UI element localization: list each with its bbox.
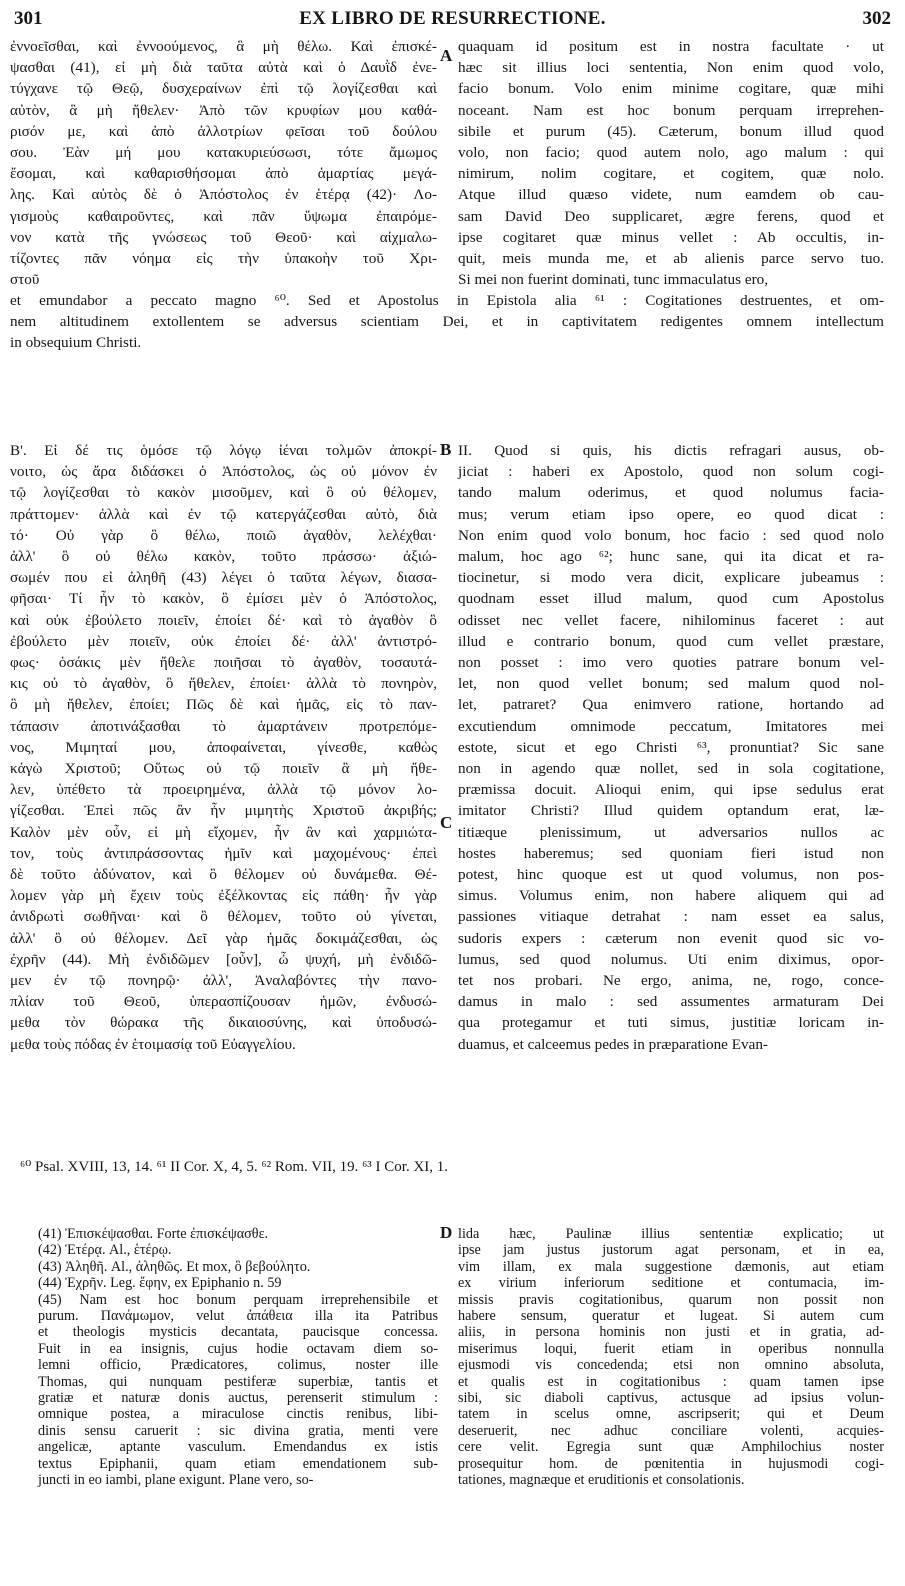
column-marker-c: C [440,813,453,832]
greek-column-top [10,36,437,290]
text-line: (45) Nam est hoc bonum perquam irreprehensibile et [38,1291,438,1308]
latin-full-width-passage [10,290,884,354]
greek-column-main [10,440,437,1055]
text-line: γισμοὺς καθαιροῦντες, καὶ πᾶν ὕψωμα ἐπαιρόμε- [10,207,437,225]
text-line: titiæque plenissimum, ut adversarios nullos ac [458,823,884,841]
page-header [14,8,891,32]
text-line: δὲ τοῦτο ἀδύνατον, καὶ ὃ θέλομεν οὐ δυνάμεθα. Θέ- [10,866,437,884]
text-line: κἀγὼ Χριστοῦ; Οὕτως οὐ τῷ ποιεῖν ἃ μὴ ἤθε- [10,760,437,778]
text-line: angelicæ, aptante vasculum. Emendandus ex istis [38,1439,438,1456]
text-line: ἐβούλετο μὲν ποιεῖν, οὐκ ἐποίει δέ· ἀλλ' ἀντιστρό- [10,632,437,650]
text-line: (42) Ἑτέρᾳ. Al., ἑτέρῳ. [38,1242,172,1259]
text-line: Non enim quod volo bonum, hoc facio : sed quod nolo [458,526,884,544]
text-line: tationes, magnæque et eruditionis et consolationis. [458,1472,745,1489]
text-line: lumus, sed quod nolumus. Uti enim diximus, opor- [458,950,884,968]
page-number-left: 301 [14,8,43,29]
text-line: (44) Ἐχρῆν. Leg. ἔφην, ex Epiphanio n. 59 [38,1275,282,1292]
text-line: textus Epiphanii, quam etiam emendationem sub- [38,1455,438,1472]
text-line: Β'. Εἰ δέ τις ὁμόσε τῷ λόγῳ ἰέναι τολμῶν ἀποκρί- [10,442,437,459]
text-line: non posset : imo vero quoties patrare bonum vel- [458,654,884,672]
text-line: lida hæc, Paulinæ illius sententiæ explicatio; ut [458,1226,884,1242]
text-line: sibile et purum (45). Cæterum, bonum illud quod [458,122,884,140]
text-line: mus; verum etiam ipso opere, eo quod dicat : [458,505,884,523]
text-line: ἐννοεῖσθαι, καὶ ἐννοούμενος, ἃ μὴ θέλω. Καὶ ἐπισκέ- [10,38,437,55]
text-line: illud e contrario bonum, quod cum vellet præstare, [458,632,884,650]
text-line: τῷ λογίζεσθαι τὸ κακὸν μισοῦμεν, καὶ ὃ οὐ θέλομεν, [10,484,437,502]
column-marker-a: A [440,46,453,65]
text-line: ex virium inferiorum seditione et contumacia, im- [458,1275,884,1292]
text-line: et theologis mysticis decantata, paucisque concessa. [38,1324,438,1341]
text-line: simus. Volumus enim, non habere aliquem qui ad [458,887,884,905]
text-line: μεθα τοὺς πόδας ἐν ἑτοιμασίᾳ τοῦ Εὐαγγελίου. [10,1035,296,1053]
text-line: aliis, in persona hominis non justi et in gratia, ad- [458,1324,884,1341]
text-line: non in agendo quæ nollet, sed in sola cogitatione, [458,760,884,778]
latin-column-top [458,36,884,290]
text-line: tatem in scelus omne, ascripserit; qui et Deum [458,1406,884,1423]
text-line: gratiæ et naturæ donis auctus, perenserit stimulum : [38,1390,438,1407]
text-line: ἔσομαι, καὶ καθαρισθήσομαι ἀπὸ ἁμαρτίας μεγά- [10,165,437,183]
text-line: in obsequium Christi. [10,334,142,352]
text-line: λεν, ὑπέθετο τὰ προειρημένα, ἀλλὰ τῷ μόνον λο- [10,781,437,799]
text-line: sibi, sic diaboli captivus, actusque ad ipsius volun- [458,1390,884,1407]
text-line: prosequitur hom. de pœnitentia in hujusmodi cogi- [458,1455,884,1472]
text-line: dinis sensu caruerit : sic divina gratia, menti vere [38,1422,438,1439]
text-line: hæc sit illius loci sententia, Non enim quod volo, [458,59,884,77]
text-line: (43) Ἀληθῆ. Al., ἀληθῶς. Et mox, ὃ βεβούλητο. [38,1258,311,1275]
text-line: sudoris expers : cæterum non evenit quod sic vo- [458,929,884,947]
text-line: nimirum, nolim cogitare, et cogitem, quæ nolo. [458,165,884,183]
text-line: νον κατὰ τῆς γνώσεως τοῦ Θεοῦ· καὶ αἰχμαλω- [10,228,437,246]
text-line: odisset nec vellet facere, nihilominus faceret : aut [458,611,884,629]
text-line: missis pravis cogitationibus, quarum non possit non [458,1291,884,1308]
text-line: τό· Οὐ γὰρ ὃ θέλω, ποιῶ ἀγαθὸν, λελέχθαι· [10,526,437,544]
text-line: σωμέν που εἰ ἀληθῆ (43) λέγει ὁ ταῦτα λέγων, διασα- [10,569,437,587]
text-line: τάπασιν ἀποτινάξασθαι τὸ ἁμαρτάνειν προτρεπόμε- [10,717,437,735]
text-line: τίζοντες πᾶν νόημα εἰς τὴν ὑπακοὴν τοῦ Χρι- [10,250,437,268]
text-line: juncti in eo iambi, plane exigunt. Plane vero, so- [38,1472,314,1489]
text-line: πράττομεν· ἀλλὰ καὶ ἐν τῷ κατεργάζεσθαι αὐτὸ, διὰ [10,505,437,523]
text-line: hostes haberemus; sed quoniam fieri istud non [458,844,884,862]
text-line: λομεν γὰρ μὴ ἔχειν τοὺς ἐξέλκοντας εἰς πάθη· ἦν γὰρ [10,887,437,905]
text-line: φως· ὁσάκις μὲν ἤθελε ποιῆσαι τὸ ἀγαθὸν, τοσαυτά- [10,654,437,672]
text-line: Fuit in ea insignis, cujus hodie octavam diem so- [38,1340,438,1357]
text-line: sam David Deo supplicaret, ægre ferens, quod et [458,207,884,225]
text-line: estote, sicut et ego Christi ⁶³, pronuntiat? Sic sane [458,738,884,756]
text-line: miserimus loqui, fuerit etiam in operibus nonnulla [458,1340,884,1357]
text-line: κις οὐ τὸ ἀγαθὸν, ὃ ἤθελεν, ἐποίει· ἀλλὰ τὸ πονηρὸν, [10,675,437,693]
latin-column-main [458,440,884,1055]
text-line: ψασθαι (41), εἰ μὴ διὰ ταῦτα αὐτὰ καὶ ὁ Δαυῒδ ἐνε- [10,59,437,77]
text-line: potest, hinc quoque est ut quod volumus, non pos- [458,866,884,884]
text-line: μεθα τὸν θώρακα τῆς δικαιοσύνης, καὶ ὑποδυσώ- [10,1014,437,1032]
text-line: ἀνιδρωτὶ σωθῆναι· καὶ ὃ θέλομεν, τοῦτο οὐ γίνεται, [10,908,437,926]
text-line: ὃ μὴ ἤθελεν, ἐποίει; Πῶς δὲ καὶ ἡμᾶς, εἰς τὸ παν- [10,696,437,714]
text-line: ipse cogitaret quæ minus vellet : Ab occultis, in- [458,228,884,246]
text-line: αὐτὸν, ἃ μὴ ἤθελεν· Ἀπὸ τῶν κρυφίων μου καθά- [10,101,437,119]
scripture-footnotes: ⁶⁰ Psal. XVIII, 13, 14. ⁶¹ II Cor. X, 4, 5. ⁶² Rom. VII, 19. ⁶³ I Cor. XI, 1. [20,1159,449,1175]
text-line: præmissa docuit. Alioqui enim, qui ipse sedulus erat [458,781,884,799]
text-line: habere sensum, queratur et lugeat. Si autem cum [458,1308,884,1325]
text-line: jiciat : haberi ex Apostolo, quod non solum cogi- [458,463,884,481]
text-line: quit, meis munda me, et ab alienis parce servo tuo. [458,250,884,268]
text-line: quodnam esset illud malum, quod cum Apostolus [458,590,884,608]
page-number-right: 302 [862,8,891,29]
text-line: quaquam id positum est in nostra facultate · ut [458,38,884,55]
text-line: Atque illud quæso videte, num eamdem ob cau- [458,186,884,204]
text-line: qua protegamur et tuti simus, justitiæ loricam in- [458,1014,884,1032]
text-line: let, non quod vellet bonum; sed malum quod nol- [458,675,884,693]
text-line: ἀλλ' ὃ οὐ θέλω κακὸν, τοῦτο πράσσω· ἀξιώ- [10,548,437,566]
text-line: volo, non facio; quod autem nolo, ago malum : qui [458,144,884,162]
text-line: cere velit. Egregia sunt quæ Amphilochius noster [458,1439,884,1456]
text-line: μεν ἐν τῷ πονηρῷ· ἀλλ', Ἀναλαβόντες τὴν πανο- [10,972,437,990]
column-marker-b: B [440,440,452,459]
text-line: excutiendum omnimode peccatum, Imitatores mei [458,717,884,735]
editorial-notes-left [38,1226,438,1489]
text-line: passiones vitiaque detrahat : nam esset ea salus, [458,908,884,926]
text-line: Si mei non fuerint dominati, tunc immaculatus ero, [458,271,769,289]
text-line: ἐχρῆν (44). Μὴ ἐνδιδῶμεν [οὖν], ὦ ψυχή, μὴ ἐνδιδῶ- [10,950,437,968]
text-line: ρισόν με, καὶ ἀπὸ ἀλλοτρίων φεῖσαι τοῦ δούλου [10,122,437,140]
text-line: (41) Ἐπισκέψασθαι. Forte ἐπισκέψασθε. [38,1226,269,1242]
text-line: καὶ οὐκ ἐβούλετο ποιεῖν, ἐποίει δέ· καὶ τὸ ἀγαθὸν ὃ [10,611,437,629]
text-line: λης. Καὶ αὐτὸς δὲ ὁ Ἀπόστολος ἐν ἑτέρᾳ (42)· Λο- [10,186,437,204]
text-line: lemni officio, Prædicatores, colimus, noster ille [38,1357,438,1374]
column-marker-d: D [440,1223,453,1242]
text-line: omnique postea, a miraculose cinctis renibus, libi- [38,1406,438,1423]
text-line: deseruerit, nec adhuc conciliare volenti, acquies- [458,1422,884,1439]
text-line: noceant. Nam est hoc bonum perquam irreprehen- [458,101,884,119]
text-line: tet nos probari. Ne ergo, anima, ne, rogo, conce- [458,972,884,990]
text-line: tando malum oderimus, et quod nolumus facia- [458,484,884,502]
text-line: γίζεσθαι. Ἐπεὶ πῶς ἂν ἦν μιμητὴς Χριστοῦ ἀκριβής; [10,802,437,820]
text-line: τύγχανε τῷ Θεῷ, δυσχεραίνων ἐπὶ τῷ λογίζεσθαι καὶ [10,80,437,98]
text-line: πλίαν τοῦ Θεοῦ, ὑπερασπίζουσαν ἡμῶν, ἐνδυσώ- [10,993,437,1011]
text-line: II. Quod si quis, his dictis refragari ausus, ob- [458,442,884,459]
text-line: nem altitudinem extollentem se adversus scientiam Dei, et in captivitatem redigentes omnem intellectum [10,313,884,331]
text-line: malum, hoc ago ⁶²; hunc sane, qui ita dicat et ra- [458,548,884,566]
editorial-notes-right [458,1226,884,1489]
text-line: νοιτο, ὡς ἄρα διδάσκει ὁ Ἀπόστολος, ὡς οὐ μόνον ἐν [10,463,437,481]
text-line: ejusmodi vis concedenda; etsi non omnino absoluta, [458,1357,884,1374]
text-line: ἀλλ' ὃ οὐ θέλομεν. Δεῖ γὰρ ἡμᾶς δοκιμάζεσθαι, ὡς [10,929,437,947]
text-line: στοῦ [10,271,40,289]
text-line: tiocinetur, si modo vera dicit, explicare jubeamus : [458,569,884,587]
text-line: damus in malo : sed assumentes armaturam Dei [458,993,884,1011]
text-line: facio bonum. Volo enim minime cogitare, quæ mihi [458,80,884,98]
text-line: σου. Ἐὰν μή μου κατακυριεύσωσι, τότε ἄμωμος [10,144,437,162]
text-line: φῆσαι· Τί ἦν τὸ κακὸν, ὃ ἐμίσει μὲν ὁ Ἀπόστολος, [10,590,437,608]
text-line: Καλὸν μὲν οὖν, εἰ μὴ εἴχομεν, ἦν ἂν καὶ χαρμιώτα- [10,823,437,841]
text-line: let, patraret? Qua enimvero ratione, hortando ad [458,696,884,714]
text-line: et qualis est in cogitationibus : quam tamen ipse [458,1373,884,1390]
text-line: vim illam, ex mala suggestione dæmonis, aut etiam [458,1258,884,1275]
running-title: EX LIBRO DE RESURRECTIONE. [299,8,606,29]
text-line: νος, Μιμηταί μου, ἀποφαίνεται, γίνεσθε, καθὼς [10,738,437,756]
text-line: imitator Christi? Illud quidem optandum erat, læ- [458,802,884,820]
text-line: τον, τοὺς ἀντιπράσσοντας ἡμῖν καὶ μαχομένους· ἐπεὶ [10,844,437,862]
text-line: duamus, et calceemus pedes in præparatione Evan- [458,1035,768,1053]
text-line: Thomas, qui nunquam pestiferæ superbiæ, tantis et [38,1373,438,1390]
text-line: ipse jam justus justorum agat personam, et in ea, [458,1242,884,1259]
text-line: et emundabor a peccato magno ⁶⁰. Sed et Apostolus in Epistola alia ⁶¹ : Cogitationes destruentes, et om- [10,292,884,309]
text-line: purum. Πανάμωμον, velut ἀπάθεια illa ita Patribus [38,1308,438,1325]
